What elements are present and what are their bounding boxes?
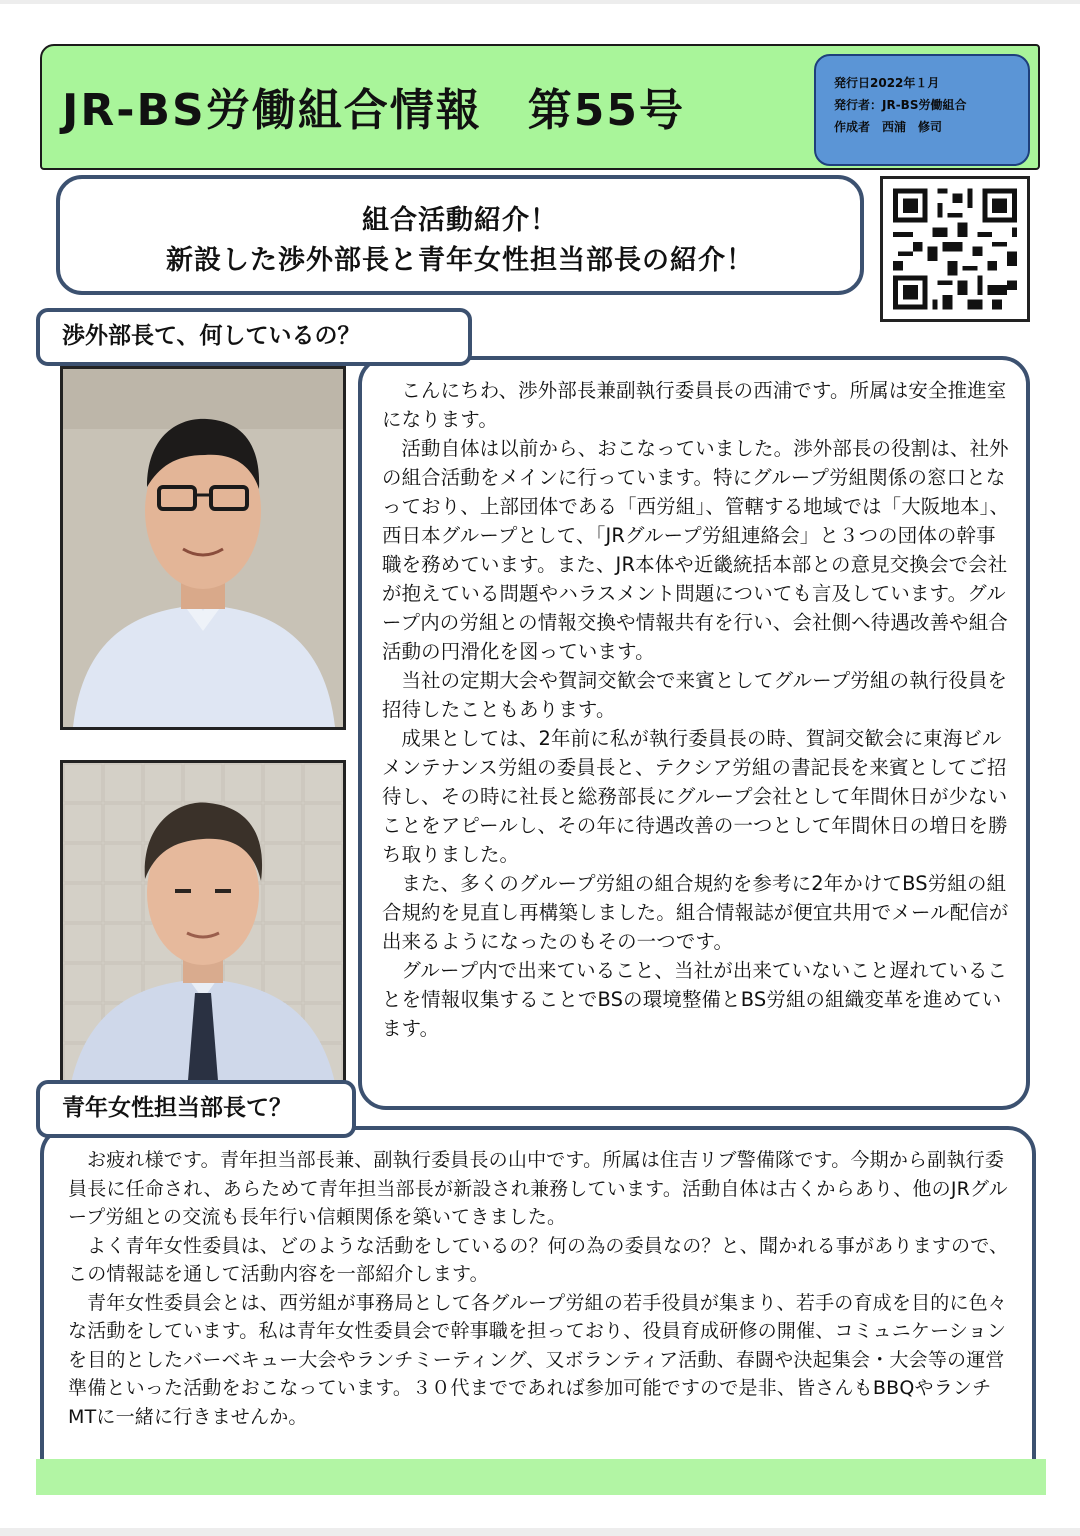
article-paragraph: よく青年女性委員は、どのような活動をしているの？何の為の委員なの？と、聞かれる事がありますので、この情報誌を通して活動内容を一部紹介します。 <box>68 1234 1009 1285</box>
article-paragraph: こんにちわ、渉外部長兼副執行委員長の西浦です。所属は安全推進室になります。 <box>382 379 1007 431</box>
section-heading-shogai: 渉外部長て、何しているの？ <box>36 308 472 366</box>
topic-heading-box <box>56 175 864 295</box>
newsletter-page <box>0 4 1080 1528</box>
issue-author: 作成者 西浦 修司 <box>834 120 943 134</box>
shogai-article-box <box>358 356 1030 1110</box>
newsletter-title: JR-BS労働組合情報 第55号 <box>62 85 685 136</box>
issue-info-box <box>814 54 1030 166</box>
portrait-photo-yamanaka <box>60 760 346 1096</box>
article-paragraph: 当社の定期大会や賀詞交歓会で来賓としてグループ労組の執行役員を招待したこともあります。 <box>382 669 1008 721</box>
portrait-photo-nishiura <box>60 366 346 730</box>
topic-line-2: 新設した渉外部長と青年女性担当部長の紹介！ <box>166 245 754 276</box>
article-paragraph: お疲れ様です。青年担当部長兼、副執行委員長の山中です。所属は住吉リブ警備隊です。今期から副執行委員長に任命され、あらためて青年担当部長が新設され兼務しています。活動自体は古くからあり、他のJRグループ労組との交流も長年行い信頼関係を築いてきました。 <box>68 1149 1008 1228</box>
topic-line-1: 組合活動紹介！ <box>362 205 558 236</box>
issue-date: 発行日2022年１月 <box>834 76 940 90</box>
article-paragraph: 青年女性委員会とは、西労組が事務局として各グループ労組の若手役員が集まり、若手の育成を目的に色々な活動をしています。私は青年女性委員会で幹事職を担っており、役員育成研修の開催、コミュニケーションを目的としたバーベキュー大会やランチミーティング、又ボランティア活動、春闘や決起集会・大会等の運営準備といった活動をおこなっています。３０代までであれば参加可能ですので是非、皆さんもBBQやランチMTに一緒に行きませんか。 <box>68 1291 1008 1428</box>
seinen-article-box <box>40 1126 1036 1492</box>
article-paragraph: グループ内で出来ていること、当社が出来ていないこと遅れていることを情報収集することでBSの環境整備とBS労組の組織変革を進めています。 <box>382 959 1008 1040</box>
issue-publisher: 発行者：JR-BS労働組合 <box>834 98 967 112</box>
article-paragraph: 成果としては、2年前に私が執行委員長の時、賀詞交歓会に東海ビルメンテナンス労組の委員長と、テクシア労組の書記長を来賓としてご招待し、その時に社長と総務部長にグループ会社として年間休日が少ないことをアピールし、その年に待遇改善の一つとして年間休日の増日を勝ち取りました。 <box>382 727 1008 866</box>
article-paragraph: また、多くのグループ労組の組合規約を参考に2年かけてBS労組の組合規約を見直し再構築しました。組合情報誌が便宜共用でメール配信が出来るようになったのもその一つです。 <box>382 872 1009 953</box>
qr-code-icon[interactable] <box>880 176 1030 322</box>
section-heading-seinen: 青年女性担当部長て？ <box>36 1080 356 1138</box>
article-paragraph: 活動自体は以前から、おこなっていました。渉外部長の役割は、社外の組合活動をメインに行っています。特にグループ労組関係の窓口となっており、上部団体である「西労組」、管轄する地域では「大阪地本」、西日本グループとして、「JRグループ労組連絡会」と３つの団体の幹事職を務めています。また、JR本体や近畿統括本部との意見交換会で会社が抱えている問題やハラスメント問題についても言及しています。グループ内の労組との情報交換や情報共有を行い、会社側へ待遇改善や組合活動の円滑化を図っています。 <box>382 437 1010 663</box>
footer-bar <box>36 1459 1046 1495</box>
